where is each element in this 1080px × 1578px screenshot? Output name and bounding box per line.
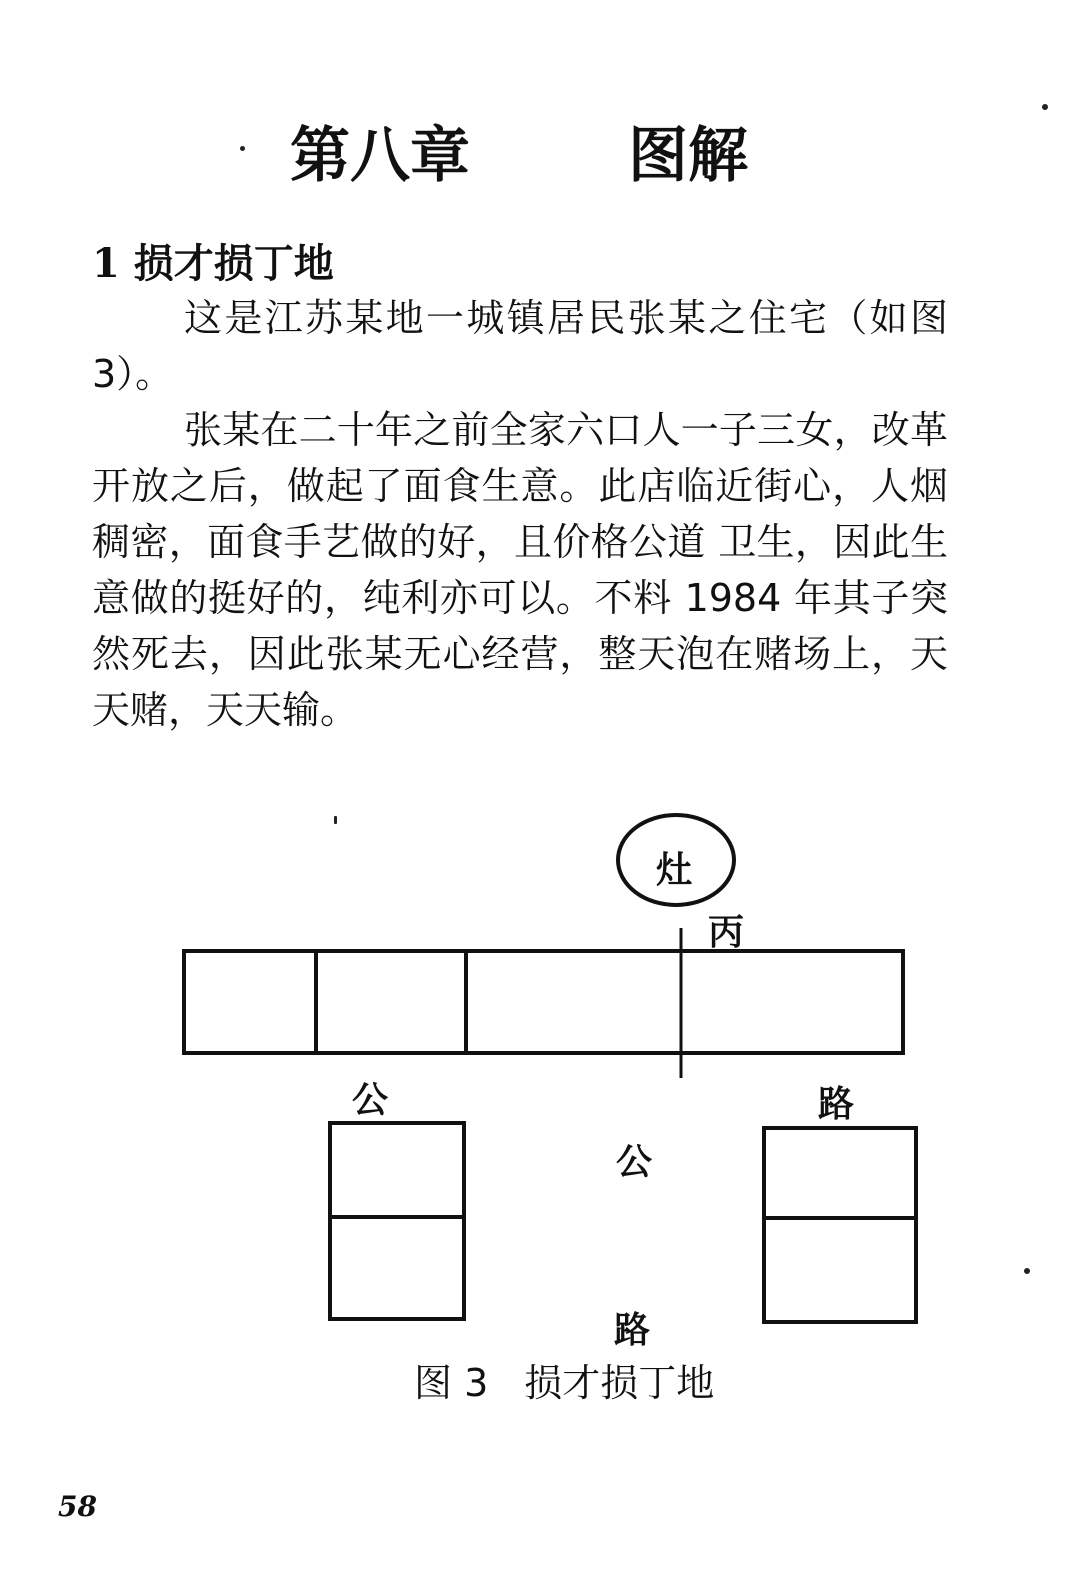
- scan-speck: [240, 146, 245, 151]
- road-label-center-top: 公: [616, 1142, 653, 1183]
- section-heading: 1 损才损丁地: [92, 240, 334, 287]
- paragraph: 这是江苏某地一城镇居民张某之住宅（如图 3）。: [92, 296, 948, 396]
- stove-label: 灶: [656, 850, 693, 891]
- road-label-right: 路: [818, 1084, 855, 1125]
- right-building: [764, 1128, 916, 1322]
- figure-caption: [414, 1352, 750, 1407]
- chapter-name: 图解: [628, 121, 748, 191]
- scan-speck: [1042, 104, 1048, 110]
- road-label-left: 公: [352, 1080, 389, 1121]
- paragraph: 张某在二十年之前全家六口人一子三女，改革开放之后，做起了面食生意。此店临近街心，人烟稠密，面食手艺做的好，且价格公道 卫生，因此生意做的挺好的，纯利亦可以。不料 1984 年其子突然死去，因此张某无心经营，整天泡在赌场上，天天赌，天天输。: [92, 408, 948, 732]
- chapter-number: 第八章: [290, 121, 470, 191]
- direction-label: 丙: [708, 912, 745, 953]
- scan-speck: [1024, 1268, 1030, 1274]
- caption-title: 损才损丁地: [524, 1361, 715, 1405]
- road-label-center-bottom: 路: [614, 1310, 651, 1351]
- left-building: [330, 1123, 464, 1319]
- caption-number: 图 3: [414, 1361, 489, 1405]
- scan-speck: [334, 816, 337, 824]
- main-house: [184, 951, 903, 1053]
- page-number: 58: [58, 1490, 97, 1523]
